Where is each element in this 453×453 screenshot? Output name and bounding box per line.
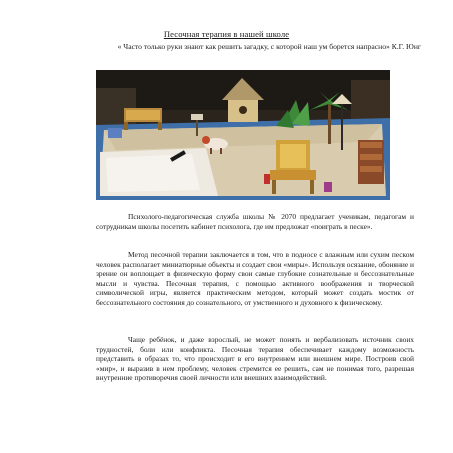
paragraph-intro: Психолого-педагогическая служба школы № 2070 предлагает ученикам, педагогам и сотрудникам школы посетить кабинет психолога, где им предложат «поиграть в песке».	[96, 212, 414, 231]
paragraph-method: Метод песочной терапии заключается в том, что в подносе с влажным или сухим песком человек располагает миниатюрные объекты и создает свои «миры». Используя осязание, обоняние и зрение он воплощает в физическую форму свои самые глубокие сознательные и бессознательные мысли и чувства. Песочная терапия, с помощью активного воображения и творческой символической игры, является практическим методом, который может создать мостик от бессознательного состояния до сознательного, от умственного и духовного к физическому.	[96, 250, 414, 307]
sand-tray-photo	[96, 70, 390, 200]
epigraph-quote: « Часто только руки знают как решить загадку, с которой наш ум борется напрасно» К.Г. Юнг	[117, 42, 421, 51]
paragraph-purpose: Чаще ребёнок, и даже взрослый, не может понять и вербализовать источник своих трудностей, боли или конфликта. Песочная терапия обеспечивает каждому возможность представить в образах то, что происходит в его внутреннем или внешнем мире. Построив свой «мир», и выразив в нем проблему, человек стремится ее решить, сам не понимая того, разрешая внутренние противоречия своей личности или внешних взаимодействий.	[96, 335, 414, 383]
page-title: Песочная терапия в нашей школе	[163, 29, 290, 39]
